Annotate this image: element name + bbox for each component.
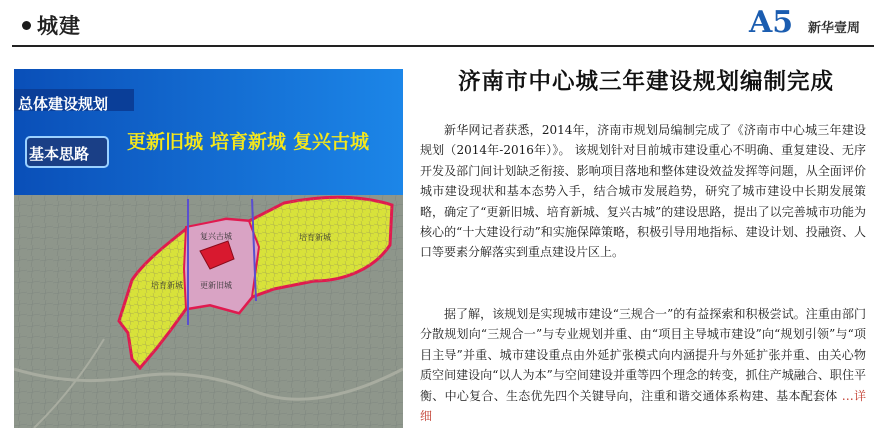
map-label-new-west: 培育新城 [151,281,183,290]
bullet-icon [22,21,31,30]
page-number: A5 [749,5,794,40]
article-paragraph-2-text: 据了解，该规划是实现城市建设“三规合一”的有益探索和积极尝试。注重由部门分散规划向“三规合一”与专业规划并重、由“项目主导城市建设”向“规划引领”与“项目主导”并重、城市建设重点由外延扩张模式向内涵提升与外延扩张并重、由关心物质空间建设向“以人为本”与空间建设并重等四个理念的转变，抓住产城融合、职住平衡、中心复合、生态优先四个关键导向，注重和谐交通体系构建、基本配套体 [420,307,866,403]
idea-heading: 基本思路 [29,145,90,163]
planning-map-image [14,69,403,428]
theme-cultivate-new-city: 培育新城 [210,131,287,153]
section-label [22,10,81,40]
map-label-old: 更新旧城 [200,281,232,290]
plan-heading: 总体建设规划 [18,95,109,113]
theme-revive-ancient-city: 复兴古城 [293,131,370,153]
map-label-ancient: 复兴古城 [200,232,232,241]
publication-name: 新华壹周 [808,21,861,36]
page-header [0,0,880,48]
planning-map-graphic [14,69,403,428]
theme-renew-old-city: 更新旧城 [127,131,204,153]
article-title: 济南市中心城三年建设规划编制完成 [457,69,834,95]
map-label-new-east: 培育新城 [299,233,331,242]
article-paragraph-2 [420,304,866,426]
read-more-link[interactable]: …详细 [420,388,866,424]
section-name: 城建 [37,14,81,38]
article-paragraph-1: 新华网记者获悉，2014年，济南市规划局编制完成了《济南市中心城三年建设规划（2014年-2016年）》。 该规划针对目前城市建设重心不明确、重复建设、无序开发及部门间计划缺乏衔接、影响项目落地和整体建设效益发挥等问题，从全面评价城市建设现状和基本态势入手，结合城市发展趋势，研究了城市建设中长期发展策略，确定了“更新旧城、培育新城、复兴古城”的建设思路，提出了以完善城市功能为核心的“十大建设行动”和实施保障策略，积极引导用地指标、建设计划、投融资、人口等要素分解落实到重点建设片区上。 [420,123,866,260]
header-divider [12,45,874,47]
